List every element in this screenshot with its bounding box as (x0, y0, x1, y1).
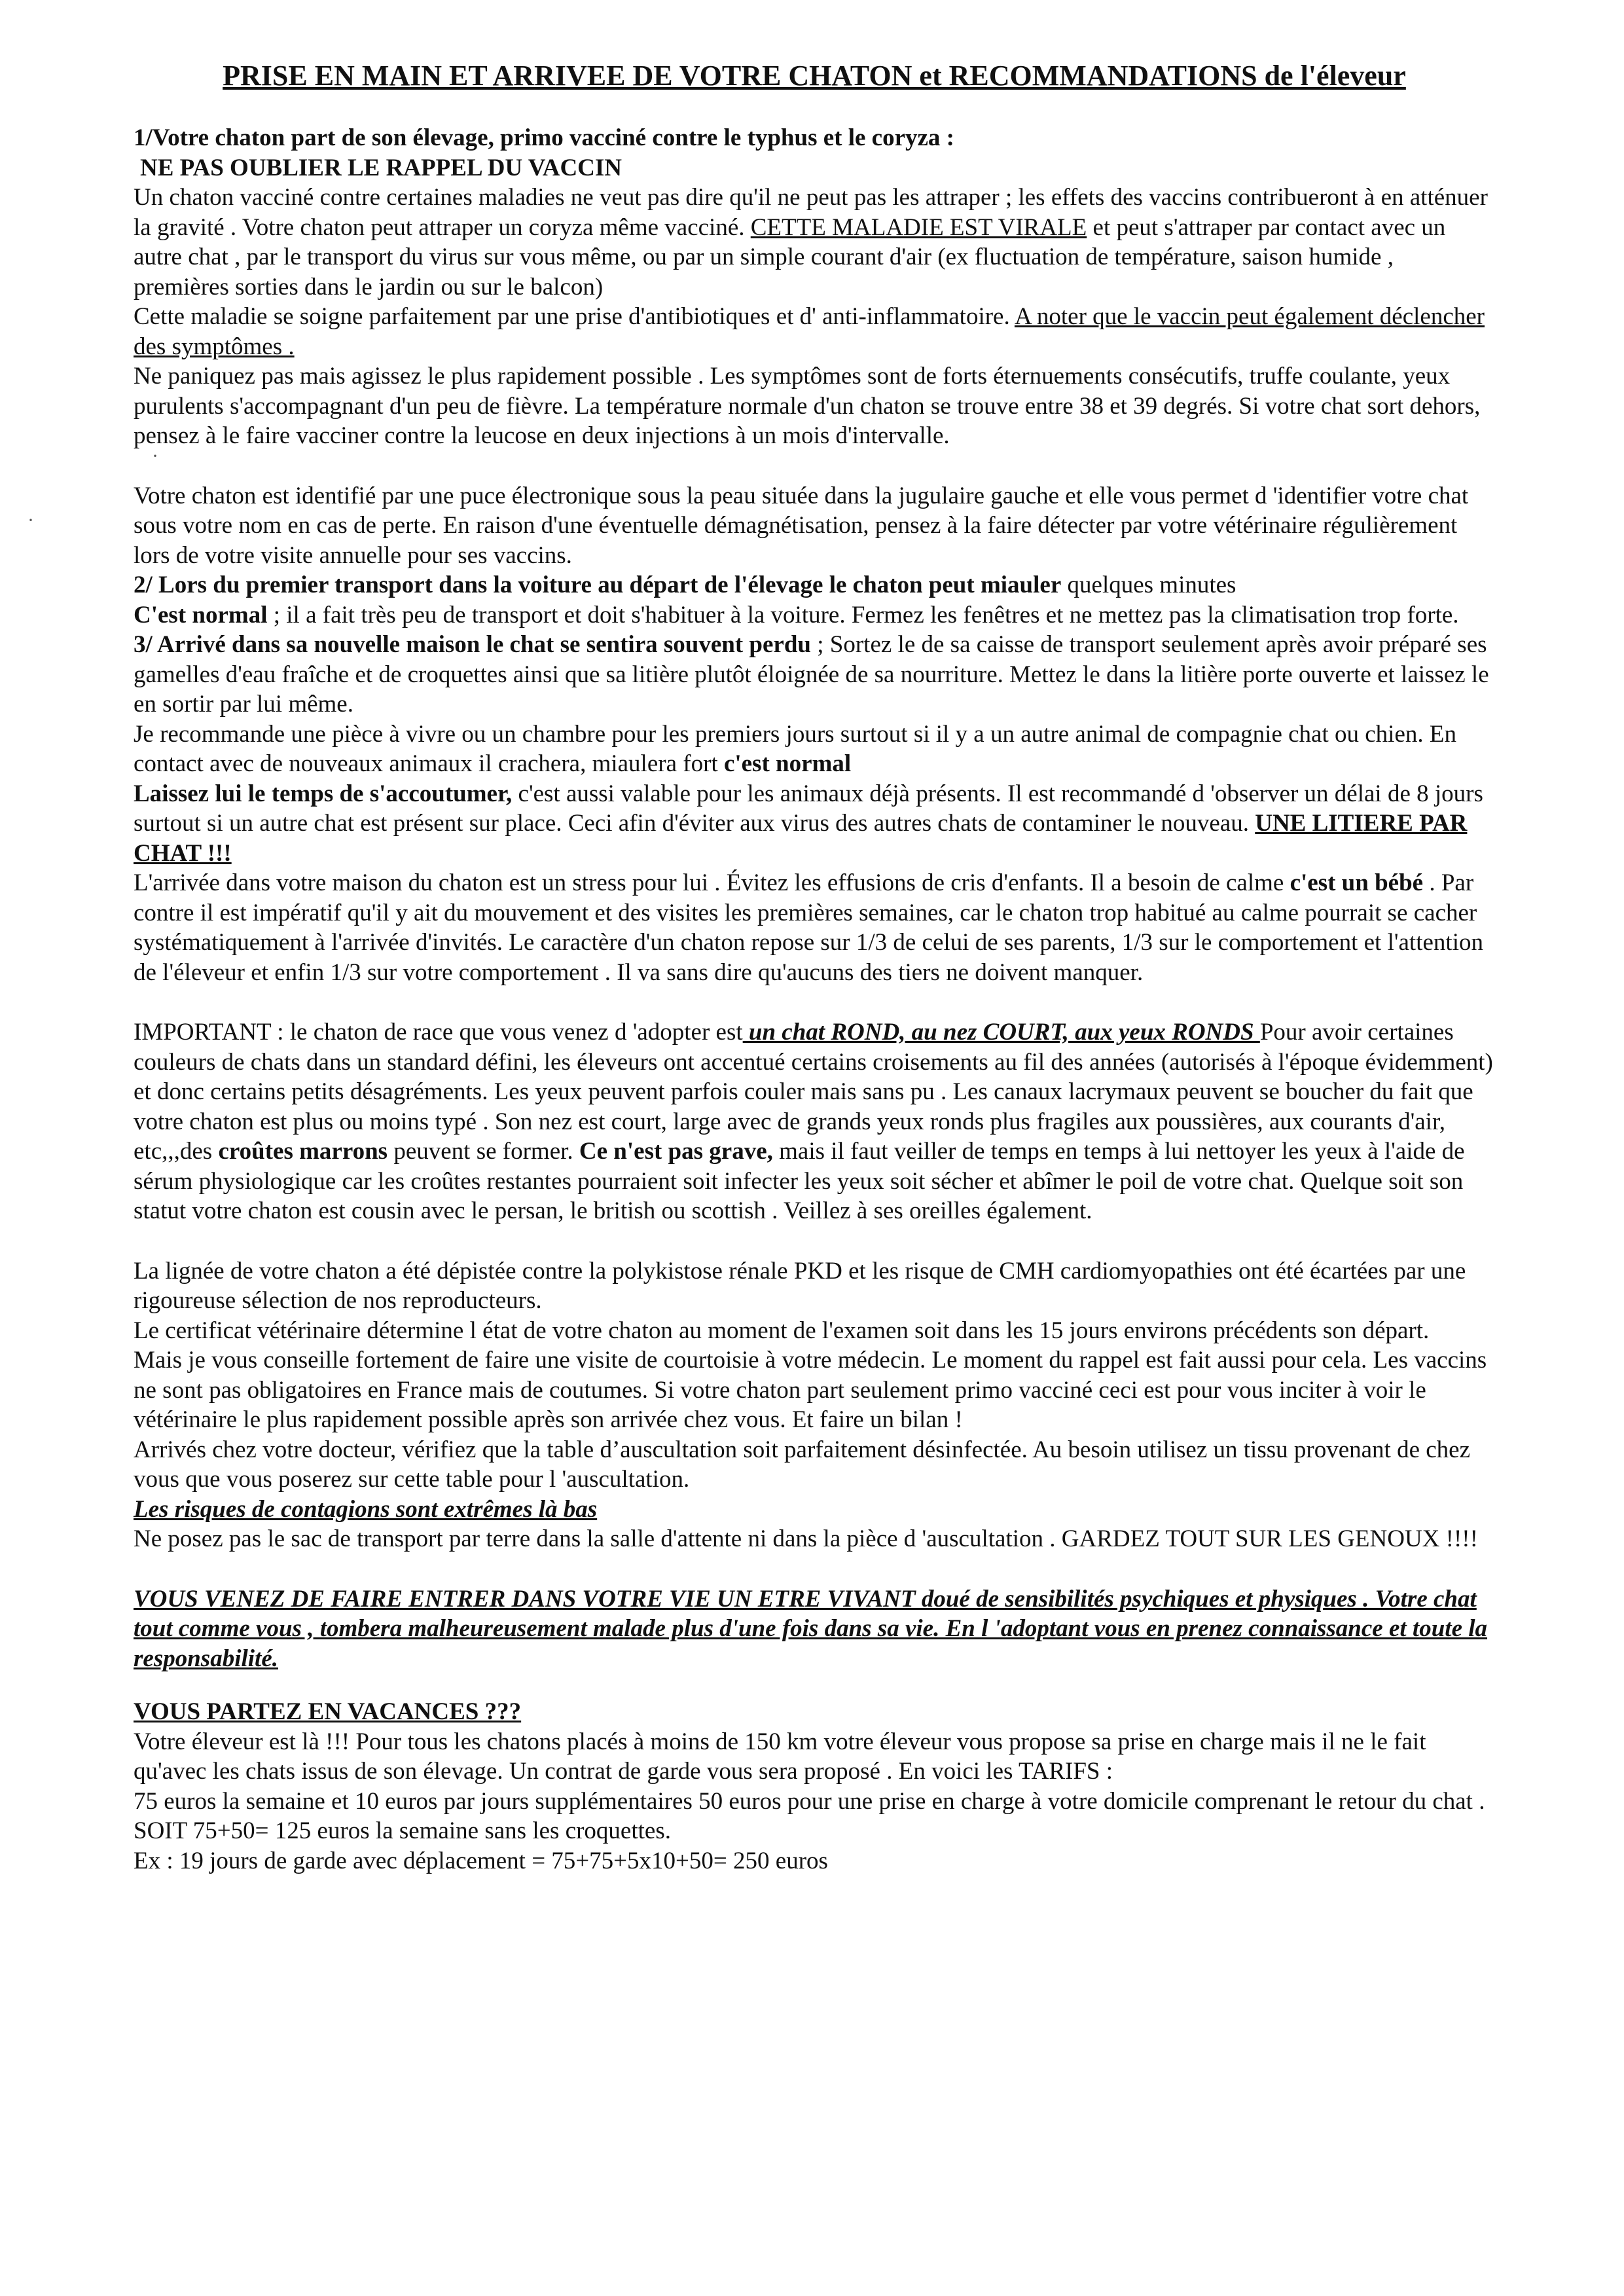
viral-disease-underlined: CETTE MALADIE EST VIRALE (750, 213, 1087, 241)
text-run: c'est aussi valable pour les animaux déjà présents. Il est recommandé d 'observer un délai de 8 jours surtout si un autre chat est présent sur place. Ceci afin d'éviter aux virus des autres chats de contaminer le nouveau. (134, 780, 1483, 837)
symptoms-paragraph: Ne paniquez pas mais agissez le plus rapidement possible . Les symptômes sont de forts éternuements consécutifs, truffe coulante, yeux purulents s'accompagnant d'un peu de fièvre. La température normale d'un chaton se trouve entre 38 et 39 degrés. Si votre chat sort dehors, pensez à le faire vacciner contre la leucose en deux injections à un mois d'intervalle. (134, 363, 1481, 449)
treatment-paragraph (134, 302, 1495, 361)
arrival-heading: 3/ Arrivé dans sa nouvelle maison le chat se sentira souvent perdu (134, 631, 811, 658)
text-run: ; il a fait très peu de transport et doit s'habituer à la voiture. Fermez les fenêtres et ne mettez pas la climatisation trop forte. (267, 601, 1459, 629)
stress-paragraph (134, 868, 1495, 987)
transport-paragraph (134, 570, 1495, 630)
spacer (134, 451, 1495, 481)
section-holidays (134, 1697, 1495, 1876)
section-transport (134, 570, 1495, 630)
text-run: peuvent se former. (388, 1138, 579, 1165)
transport-heading: 2/ Lors du premier transport dans la voiture au départ de l'élevage le chaton peut miauler (134, 572, 1062, 598)
text-run: quelques minutes (1061, 572, 1236, 598)
text-run: mais il faut veiller de temps en temps à lui nettoyer les yeux à l'aide de sérum physiologique car les croûtes restantes pourraient soit infecter les yeux soit sécher et abîmer le poil de votre chat. Quelque soit son statut votre chaton est cousin avec le persan, le british ou scottish . Veillez à ses oreilles également. (134, 1138, 1465, 1224)
holidays-heading: VOUS PARTEZ EN VACANCES ??? (134, 1698, 522, 1725)
text-run: IMPORTANT : le chaton de race que vous venez d 'adopter est (134, 1019, 743, 1046)
living-being-paragraph: VOUS VENEZ DE FAIRE ENTRER DANS VOTRE VIE UN ETRE VIVANT doué de sensibilités psychiques et physiques . Votre chat tout comme vous , tombera malheureusement malade plus d'une fois dans sa vie. En l 'adoptant vous en prenez connaissance et toute la responsabilité. (134, 1585, 1488, 1672)
text-run: L'arrivée dans votre maison du chaton est un stress pour lui . Évitez les effusions de cris d'enfants. Il a besoin de calme (134, 869, 1290, 896)
its-normal-bold: C'est normal (134, 601, 268, 629)
section-important (134, 1017, 1495, 1226)
vaccine-symptoms-underlined: A noter que le vaccin peut également déclencher des symptômes . (134, 303, 1485, 360)
section-arrival (134, 630, 1495, 987)
knees-paragraph: Ne posez pas le sac de transport par terre dans la salle d'attente ni dans la pièce d 'auscultation . GARDEZ TOUT SUR LES GENOUX !!!! (134, 1525, 1478, 1552)
lineage-paragraph: La lignée de votre chaton a été dépistée contre la polykistose rénale PKD et les risque de CMH cardiomyopathies ont été écartées par une rigoureuse sélection de nos reproducteurs. (134, 1257, 1466, 1314)
important-paragraph (134, 1017, 1495, 1226)
text-run: et peut s'attraper par contact avec un autre chat , par le transport du virus sur vous même, ou par un simple courant d'air (ex fluctuation de température, saison humide , premières sorties dans le jardin ou sur le balcon) (134, 213, 1446, 301)
arrival-paragraph (134, 630, 1495, 720)
text-run: Pour avoir certaines couleurs de chats dans un standard défini, les éleveurs ont accentué certains croisements au fil des années (autorisés à l'époque évidemment) et donc certains petits désagréments. Les yeux peuvent parfois couler mais sans pu . Les canaux lacrymaux peuvent se boucher du fait que votre chaton est plus ou moins typé . Son nez est court, large avec de grands yeux ronds plus fragiles aux poussières, aux courants d'air, etc,,,des (134, 1019, 1493, 1165)
page-title: PRISE EN MAIN ET ARRIVEE DE VOTRE CHATON et RECOMMANDATIONS de l'éleveur (223, 60, 1406, 92)
one-litter-per-cat: UNE LITIERE PAR CHAT !!! (134, 810, 1468, 867)
section-living-being (134, 1584, 1495, 1674)
rates-paragraph: 75 euros la semaine et 10 euros par jours supplémentaires 50 euros pour une prise en charge à votre domicile comprenant le retour du chat . SOIT 75+50= 125 euros la semaine sans les croquettes. (134, 1787, 1485, 1844)
spacer (134, 1673, 1495, 1697)
vaccine-paragraph (134, 183, 1495, 302)
courtesy-visit-paragraph: Mais je vous conseille fortement de faire une visite de courtoisie à votre médecin. Le moment du rappel est fait aussi pour cela. Les vaccins ne sont pas obligatoires en France mais de coutumes. Si votre chaton part seulement primo vacciné ceci est pour vous inciter à voir le vétérinaire le plus rapidement possible après son arrivée chez vous. Et faire un bilan ! (134, 1347, 1487, 1433)
holidays-paragraph: Votre éleveur est là !!! Pour tous les chatons placés à moins de 150 km votre éleveur vous propose sa prise en charge mais il ne le fait qu'avec les chats issus de son élevage. Un contrat de garde vous sera proposé . En voici les TARIFS : (134, 1728, 1426, 1785)
spacer (134, 1226, 1495, 1256)
section-vaccination (134, 123, 1495, 570)
contagion-risk-line: Les risques de contagions sont extrêmes là bas (134, 1495, 598, 1523)
its-normal-bold: c'est normal (723, 750, 852, 777)
vaccine-reminder-heading: NE PAS OUBLIER LE RAPPEL DU VACCIN (140, 154, 623, 181)
text-run: . Par contre il est impératif qu'il y ait du mouvement et des visites les premières semaines, car le chaton trop habitué au calme pourrait se cacher systématiquement à l'arrivée d'invités. Le caractère d'un chaton repose sur 1/3 de celui de ses parents, 1/3 sur le comportement et l'attention de l'éleveur et enfin 1/3 sur votre comportement . Il va sans dire qu'aucuns des tiers ne doivent manquer. (134, 869, 1483, 986)
its-a-baby-bold: c'est un bébé (1290, 869, 1424, 896)
adaptation-paragraph (134, 779, 1495, 869)
document-page (134, 56, 1495, 1876)
example-line: Ex : 19 jours de garde avec déplacement = 75+75+5x10+50= 250 euros (134, 1847, 828, 1874)
room-paragraph (134, 720, 1495, 779)
microchip-paragraph: Votre chaton est identifié par une puce électronique sous la peau située dans la jugulaire gauche et elle vous permet d 'identifier votre chat sous votre nom en cas de perte. En raison d'une éventuelle démagnétisation, pensez à la faire détecter par votre vétérinaire régulièrement lors de votre visite annuelle pour ses vaccins. (134, 482, 1469, 569)
spacer (134, 987, 1495, 1017)
text-run: ; Sortez le de sa caisse de transport seulement après avoir préparé ses gamelles d'eau fraîche et de croquettes ainsi que sa litière plutôt éloignée de sa nourriture. Mettez le dans la litière porte ouverte et laissez le en sortir par lui même. (134, 631, 1489, 718)
adaptation-bold: Laissez lui le temps de s'accoutumer, (134, 780, 513, 807)
disinfection-paragraph: Arrivés chez votre docteur, vérifiez que la table d’auscultation soit parfaitement désinfectée. Au besoin utilisez un tissu provenant de chez vous que vous poserez sur cette table pour l 'auscultation. (134, 1436, 1471, 1493)
text-run: Un chaton vacciné contre certaines maladies ne veut pas dire qu'il ne peut pas les attraper ; les effets des vaccins contribueront à en atténuer la gravité . Votre chaton peut attraper un coryza même vacciné. (134, 184, 1488, 241)
certificate-paragraph: Le certificat vétérinaire détermine l état de votre chaton au moment de l'examen soit dans les 15 jours environs précédents son départ. (134, 1317, 1430, 1344)
scan-speck: · (152, 445, 158, 467)
text-run: Je recommande une pièce à vivre ou un chambre pour les premiers jours surtout si il y a un autre animal de compagnie chat ou chien. En contact avec de nouveaux animaux il crachera, miaulera fort (134, 720, 1456, 777)
round-cat-emphasis: un chat ROND, au nez COURT, aux yeux RONDS (742, 1019, 1260, 1046)
scan-speck: · (27, 509, 34, 531)
not-serious-bold: Ce n'est pas grave, (579, 1138, 773, 1165)
section-health (134, 1256, 1495, 1554)
section-1-heading: 1/Votre chaton part de son élevage, primo vacciné contre le typhus et le coryza : (134, 124, 955, 151)
spacer (134, 1554, 1495, 1584)
text-run: Cette maladie se soigne parfaitement par une prise d'antibiotiques et d' anti-inflammatoire. (134, 303, 1015, 330)
brown-crusts-bold: croûtes marrons (218, 1138, 388, 1165)
